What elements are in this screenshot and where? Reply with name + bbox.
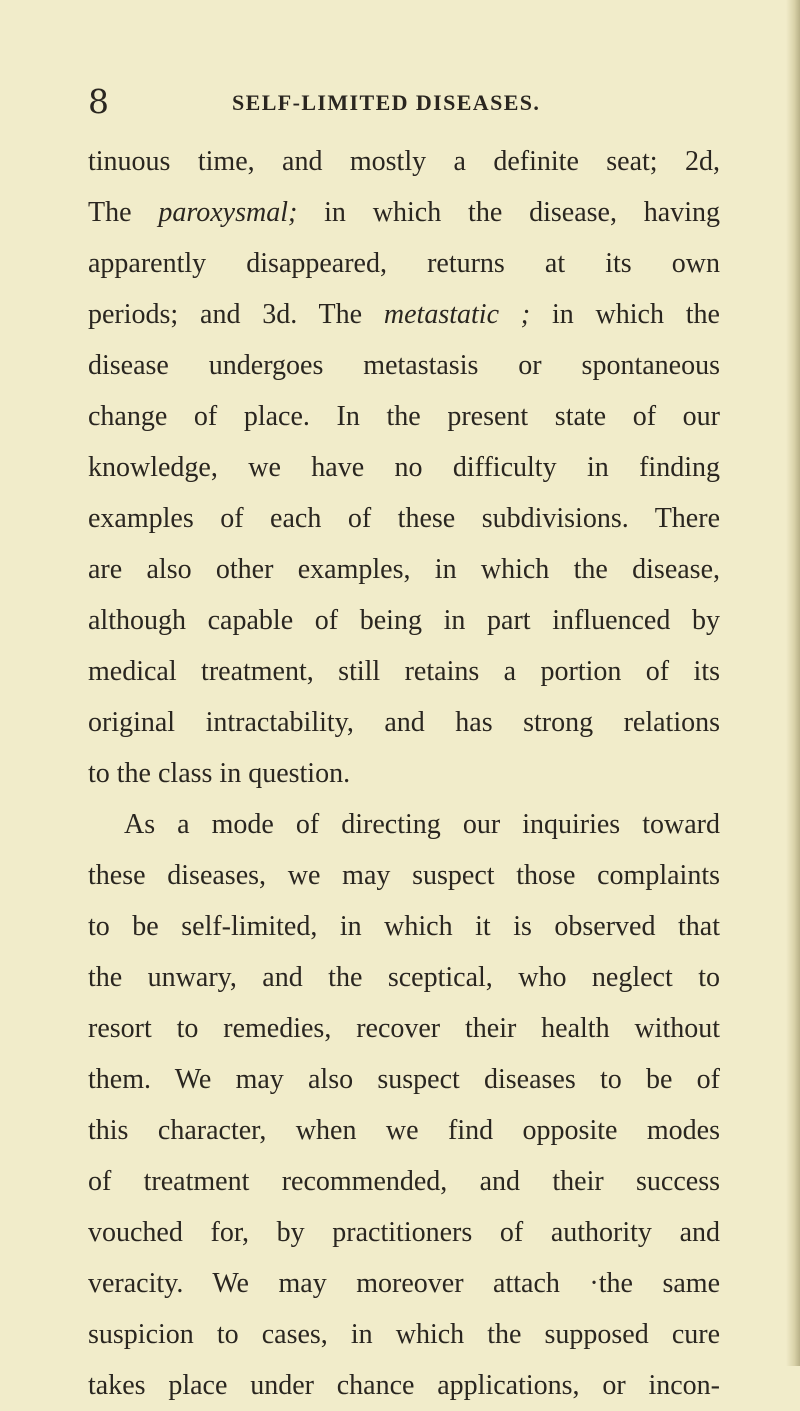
line-text: them. We may also suspect diseases to be of — [88, 1064, 720, 1095]
line-text: disease undergoes metastasis or spontaneous — [88, 350, 720, 381]
text-line — [88, 289, 720, 340]
text-line — [88, 748, 720, 799]
text-line — [88, 1105, 720, 1156]
line-text: apparently disappeared, returns at its own — [88, 248, 720, 279]
text-line — [88, 340, 720, 391]
text-line — [88, 850, 720, 901]
italic-term: paroxysmal; — [158, 197, 298, 228]
page-number: 8 — [88, 82, 109, 121]
page-edge — [786, 0, 800, 1366]
line-text: of treatment recommended, and their success — [88, 1166, 720, 1197]
text-line — [88, 493, 720, 544]
line-text: change of place. In the present state of our — [88, 401, 720, 432]
text-line — [88, 391, 720, 442]
text-line — [88, 1156, 720, 1207]
line-text: knowledge, we have no difficulty in finding — [88, 452, 720, 483]
line-text: in which the disease, having — [297, 197, 720, 228]
text-line — [88, 1360, 720, 1411]
line-text: periods; and 3d. The — [88, 299, 384, 330]
text-line — [88, 1258, 720, 1309]
text-line — [88, 238, 720, 289]
line-text: although capable of being in part influenced by — [88, 605, 720, 636]
line-text: tinuous time, and mostly a definite seat; 2d, — [88, 146, 720, 177]
running-head: SELF-LIMITED DISEASES. — [232, 90, 541, 115]
text-line — [88, 442, 720, 493]
line-text: veracity. We may moreover attach ·the same — [88, 1268, 720, 1299]
line-text: As a mode of directing our inquiries toward — [124, 809, 720, 840]
text-line — [88, 646, 720, 697]
line-text: are also other examples, in which the disease, — [88, 554, 720, 585]
line-text: resort to remedies, recover their health without — [88, 1013, 720, 1044]
text-line — [88, 544, 720, 595]
text-line — [88, 697, 720, 748]
text-line — [88, 1309, 720, 1360]
text-line — [88, 595, 720, 646]
line-text: takes place under chance applications, or incon- — [88, 1370, 720, 1401]
body-text — [88, 136, 720, 1411]
text-line — [88, 901, 720, 952]
page-header — [0, 82, 800, 122]
line-text: in which the — [530, 299, 720, 330]
text-line — [88, 187, 720, 238]
line-text: vouched for, by practitioners of authority and — [88, 1217, 720, 1248]
text-line — [88, 136, 720, 187]
line-text: this character, when we find opposite modes — [88, 1115, 720, 1146]
line-text: the unwary, and the sceptical, who neglect to — [88, 962, 720, 993]
text-line — [88, 1054, 720, 1105]
line-text: to be self-limited, in which it is observed that — [88, 911, 720, 942]
text-line — [88, 799, 720, 850]
line-text: examples of each of these subdivisions. There — [88, 503, 720, 534]
line-text: these diseases, we may suspect those complaints — [88, 860, 720, 891]
text-line — [88, 1003, 720, 1054]
text-line — [88, 1207, 720, 1258]
line-text: The — [88, 197, 159, 228]
italic-term: metastatic ; — [383, 299, 531, 330]
line-text: medical treatment, still retains a portion of its — [88, 656, 720, 687]
text-line — [88, 952, 720, 1003]
line-text: original intractability, and has strong relations — [88, 707, 720, 738]
line-text: suspicion to cases, in which the supposed cure — [88, 1319, 720, 1350]
line-text: to the class in question. — [88, 758, 351, 789]
